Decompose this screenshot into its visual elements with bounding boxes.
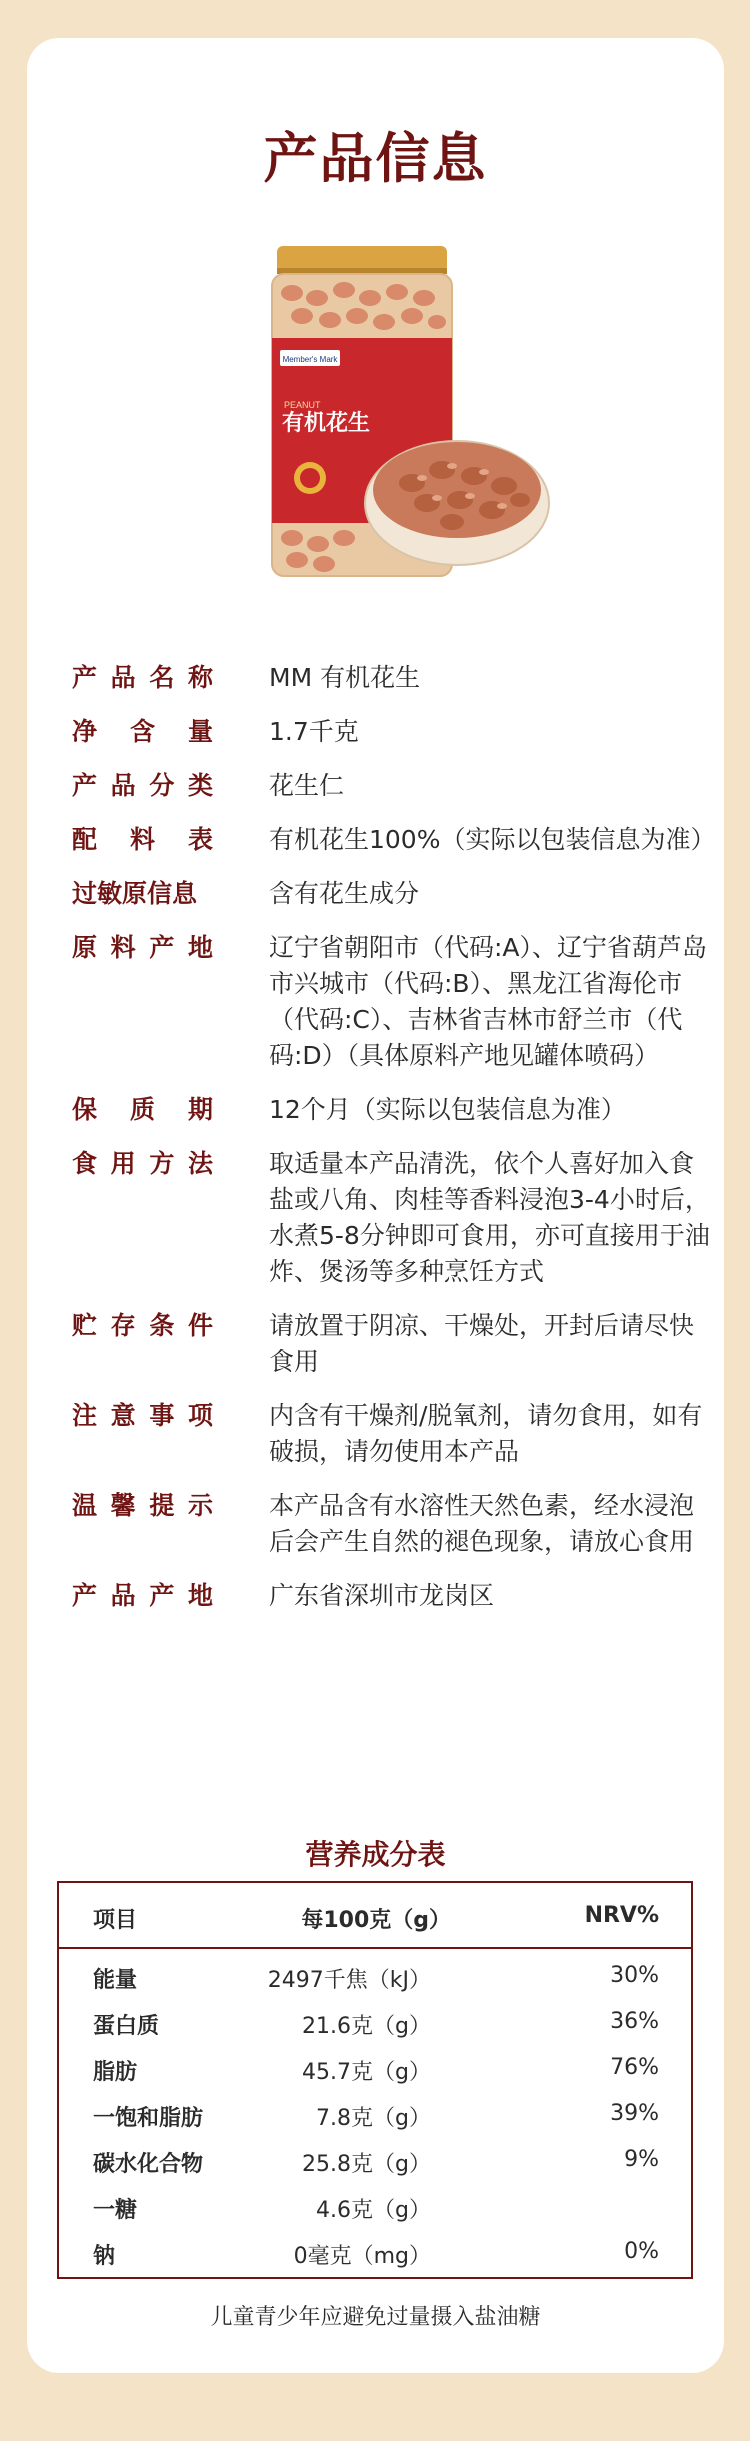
info-label: 原料产地 [72, 933, 213, 962]
nutrient-nrv: 30% [610, 1963, 659, 1988]
nutrition-row [59, 2185, 691, 2231]
info-label: 净含量 [72, 717, 213, 746]
info-row-storage [72, 1308, 712, 1380]
info-row-notes [72, 1398, 712, 1470]
nutrient-amount: 45.7克（g） [302, 2060, 431, 2085]
page-title: 产品信息 [263, 127, 488, 190]
nutrient-name: 碳水化合物 [93, 2152, 204, 2177]
nutrient-amount: 2497千焦（kJ） [267, 1968, 431, 1993]
info-row-usage [72, 1146, 712, 1290]
nutrition-row [59, 2093, 691, 2139]
info-value: 广东省深圳市龙岗区 [269, 1581, 495, 1610]
header-item: 项目 [93, 1908, 138, 1933]
product-info-list [72, 660, 716, 1632]
nutrient-amount: 7.8克（g） [316, 2106, 431, 2131]
info-value: 请放置于阴凉、干燥处，开封后请尽快食用 [269, 1311, 695, 1376]
info-value: 有机花生100%（实际以包装信息为准） [269, 825, 716, 854]
info-label: 过敏原信息 [72, 879, 198, 908]
info-row-net-content [72, 714, 712, 750]
nutrient-name: 一饱和脂肪 [93, 2106, 204, 2131]
info-value: MM 有机花生 [269, 663, 421, 692]
info-label: 保质期 [72, 1095, 213, 1124]
info-card [27, 38, 724, 2373]
nutrient-name: 能量 [93, 1968, 138, 1993]
info-row-category [72, 768, 712, 804]
info-row-tips [72, 1488, 712, 1560]
nutrient-amount: 0毫克（mg） [293, 2244, 431, 2269]
nutrient-name: 钠 [93, 2244, 116, 2269]
nutrient-nrv: 0% [624, 2239, 659, 2264]
info-label: 温馨提示 [72, 1491, 213, 1520]
nutrition-row [59, 2139, 691, 2185]
info-label: 注意事项 [72, 1401, 213, 1430]
nutrition-row [59, 2231, 691, 2277]
info-value: 12个月（实际以包装信息为准） [269, 1095, 626, 1124]
nutrient-nrv: 9% [624, 2147, 659, 2172]
info-value: 花生仁 [269, 771, 345, 800]
svg-text:有机花生: 有机花生 [282, 411, 371, 436]
info-value: 本产品含有水溶性天然色素，经水浸泡后会产生自然的褪色现象，请放心食用 [269, 1491, 695, 1556]
nutrient-nrv: 76% [610, 2055, 659, 2080]
info-label: 贮存条件 [72, 1311, 213, 1340]
nutrition-header-row [59, 1883, 691, 1949]
health-footnote: 儿童青少年应避免过量摄入盐油糖 [210, 2305, 541, 2330]
nutrient-amount: 21.6克（g） [302, 2014, 431, 2039]
svg-text:PEANUT: PEANUT [284, 400, 321, 410]
nutrition-row [59, 1955, 691, 2001]
brand-logo-text: Member's Mark [282, 355, 338, 364]
nutrient-nrv: 39% [610, 2101, 659, 2126]
product-image [252, 238, 552, 598]
header-per100: 每100克（g） [301, 1908, 451, 1933]
info-label: 产品产地 [72, 1581, 213, 1610]
info-row-origin [72, 930, 712, 1074]
info-value: 含有花生成分 [269, 879, 420, 908]
header-nrv: NRV% [584, 1903, 659, 1928]
nutrient-nrv: 36% [610, 2009, 659, 2034]
nutrient-amount: 25.8克（g） [302, 2152, 431, 2177]
info-label: 食用方法 [72, 1149, 213, 1178]
info-row-ingredients [72, 822, 716, 858]
nutrition-table [57, 1881, 693, 2279]
info-value: 辽宁省朝阳市（代码:A）、辽宁省葫芦岛市兴城市（代码:B）、黑龙江省海伦市（代码:C）、吉林省吉林市舒兰市（代码:D）（具体原料产地见罐体喷码） [269, 933, 708, 1070]
info-label: 产品名称 [72, 663, 213, 692]
nutrition-row [59, 2047, 691, 2093]
info-row-product-name [72, 660, 712, 696]
nutrient-name: 脂肪 [93, 2060, 138, 2085]
info-value: 1.7千克 [269, 717, 359, 746]
info-label: 产品分类 [72, 771, 213, 800]
info-value: 取适量本产品清洗，依个人喜好加入食盐或八角、肉桂等香料浸泡3-4小时后，水煮5-8分钟即可食用，亦可直接用于油炸、煲汤等多种烹饪方式 [269, 1149, 710, 1286]
nutrient-name: 蛋白质 [93, 2014, 160, 2039]
nutrition-row [59, 2001, 691, 2047]
info-row-shelf-life [72, 1092, 712, 1128]
nutrient-name: 一糖 [93, 2198, 138, 2223]
info-row-allergen [72, 876, 712, 912]
nutrient-amount: 4.6克（g） [316, 2198, 431, 2223]
info-value: 内含有干燥剂/脱氧剂，请勿食用，如有破损，请勿使用本产品 [269, 1401, 703, 1466]
nutrition-table-title: 营养成分表 [305, 1838, 446, 1871]
info-row-place-of-production [72, 1578, 712, 1614]
info-label: 配料表 [72, 825, 213, 854]
